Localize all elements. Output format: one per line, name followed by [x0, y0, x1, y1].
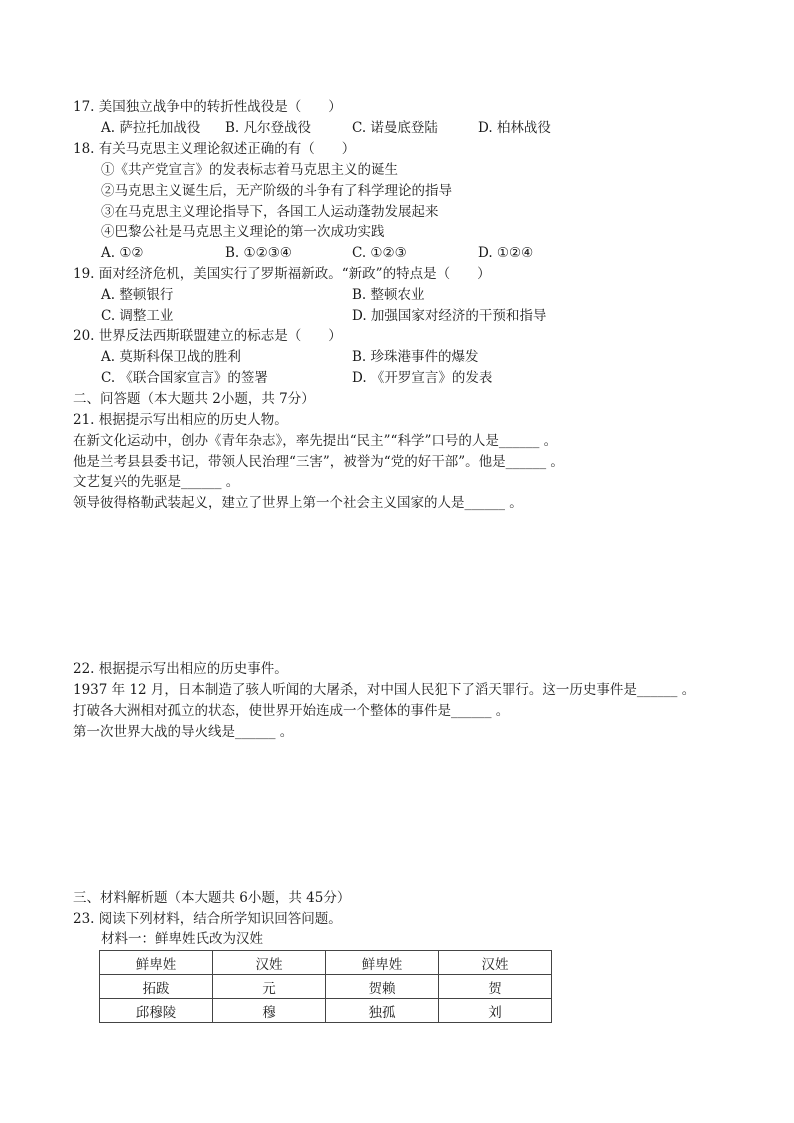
q23-stem: 23. 阅读下列材料，结合所学知识回答问题。 — [73, 911, 342, 927]
q17-option-a: A. 萨拉托加战役 — [101, 120, 201, 136]
q18-stem: 18. 有关马克思主义理论叙述正确的有（ ） — [73, 141, 356, 157]
table-cell: 贺赖 — [326, 975, 439, 999]
table-row — [100, 999, 552, 1023]
table-header-cell: 鲜卑姓 — [326, 951, 439, 975]
q18-item-2: ②马克思主义诞生后，无产阶级的斗争有了科学理论的指导 — [101, 183, 452, 199]
q17-option-c: C. 诺曼底登陆 — [352, 120, 438, 136]
table-header-cell: 汉姓 — [439, 951, 552, 975]
q23-material-1-title: 材料一：鲜卑姓氏改为汉姓 — [101, 931, 263, 947]
q17-option-d: D. 柏林战役 — [478, 120, 551, 136]
q22-stem: 22. 根据提示写出相应的历史事件。 — [73, 661, 288, 677]
q22-line-3: 第一次世界大战的导火线是______ 。 — [73, 724, 294, 740]
q20-option-b: B. 珍珠港事件的爆发 — [352, 349, 479, 365]
table-cell: 元 — [213, 975, 326, 999]
q21-line-3: 文艺复兴的先驱是______ 。 — [73, 474, 240, 490]
q18-option-a: A. ①② — [101, 245, 144, 261]
q20-option-a: A. 莫斯科保卫战的胜利 — [101, 349, 241, 365]
q19-option-d: D. 加强国家对经济的干预和指导 — [352, 308, 547, 324]
q18-item-4: ④巴黎公社是马克思主义理论的第一次成功实践 — [101, 224, 385, 240]
q21-line-1: 在新文化运动中，创办《青年杂志》，率先提出“民主”“科学”口号的人是______ 。 — [73, 433, 558, 449]
q18-option-d: D. ①②④ — [478, 245, 534, 261]
q22-line-2: 打破各大洲相对孤立的状态，使世界开始连成一个整体的事件是______ 。 — [73, 703, 510, 719]
q19-stem: 19. 面对经济危机，美国实行了罗斯福新政。“新政”的特点是（ ） — [73, 266, 491, 282]
table-cell: 独孤 — [326, 999, 439, 1023]
q17-option-b: B. 凡尔登战役 — [225, 120, 312, 136]
q18-option-b: B. ①②③④ — [225, 245, 292, 261]
q21-line-4: 领导彼得格勒武装起义，建立了世界上第一个社会主义国家的人是______ 。 — [73, 495, 523, 511]
q18-item-1: ①《共产党宣言》的发表标志着马克思主义的诞生 — [101, 162, 398, 178]
table-row — [100, 975, 552, 999]
table-cell: 邱穆陵 — [100, 999, 213, 1023]
table-header-cell: 鲜卑姓 — [100, 951, 213, 975]
section-3-heading: 三、材料解析题（本大题共 6小题，共 45分） — [73, 890, 351, 906]
q18-item-3: ③在马克思主义理论指导下，各国工人运动蓬勃发展起来 — [101, 204, 439, 220]
q20-stem: 20. 世界反法西斯联盟建立的标志是（ ） — [73, 328, 342, 344]
q20-option-c: C. 《联合国家宣言》的签署 — [101, 370, 268, 386]
table-cell: 拓跋 — [100, 975, 213, 999]
q18-option-c: C. ①②③ — [352, 245, 407, 261]
q17-stem: 17. 美国独立战争中的转折性战役是（ ） — [73, 99, 342, 115]
q19-option-a: A. 整顿银行 — [101, 287, 174, 303]
table-cell: 刘 — [439, 999, 552, 1023]
section-2-heading: 二、问答题（本大题共 2小题，共 7分） — [73, 391, 315, 407]
q19-option-b: B. 整顿农业 — [352, 287, 425, 303]
table-cell: 贺 — [439, 975, 552, 999]
surname-table — [99, 950, 552, 1023]
table-header-row — [100, 951, 552, 975]
q21-stem: 21. 根据提示写出相应的历史人物。 — [73, 412, 288, 428]
q19-option-c: C. 调整工业 — [101, 308, 174, 324]
table-header-cell: 汉姓 — [213, 951, 326, 975]
table-cell: 穆 — [213, 999, 326, 1023]
q21-line-2: 他是兰考县县委书记，带领人民治理“三害”，被誉为“党的好干部”。他是______ 。 — [73, 454, 564, 470]
q20-option-d: D. 《开罗宣言》的发表 — [352, 370, 493, 386]
q22-line-1: 1937 年 12 月，日本制造了骇人听闻的大屠杀，对中国人民犯下了滔天罪行。这一历史事件是______ 。 — [73, 682, 696, 698]
